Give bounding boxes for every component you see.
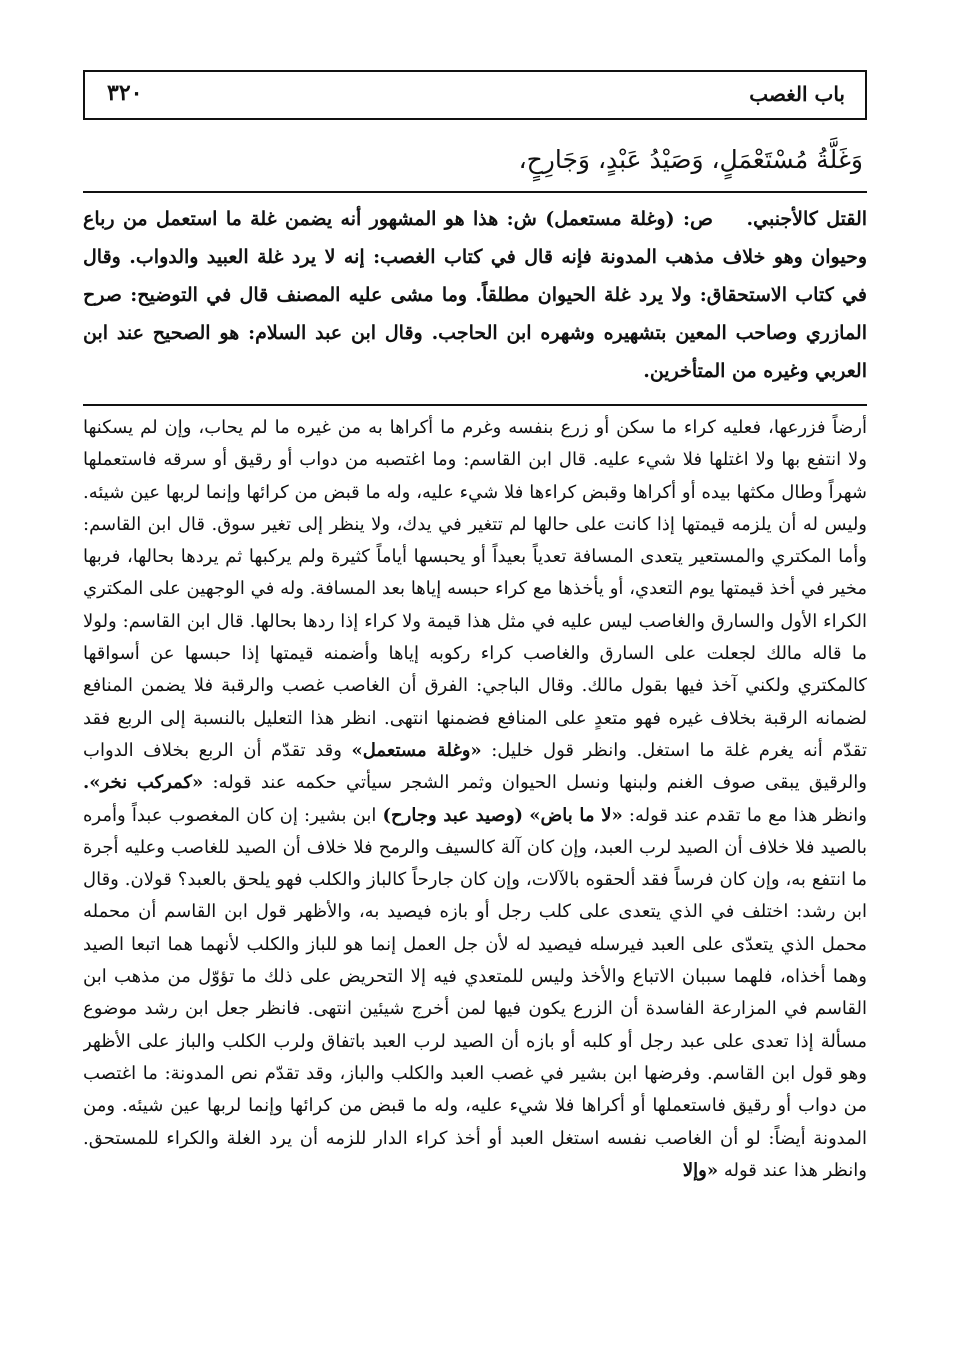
hashiya-quote-3: «لا ما باض»: [529, 804, 623, 826]
hashiya-part-2: وقد تقدّم أن الربع بخلاف الدواب والرقيق يبقى صوف الغنم ولبنها ونسل الحيوان وثمر الشجر سيأتي حكمه عند قوله:: [83, 739, 867, 794]
page-header: [83, 70, 867, 120]
sharh-body: هذا هو المشهور أنه يضمن غلة ما استعمل من رباع وحيوان وهو خلاف مذهب المدونة فإنه قال في كتاب الغصب: إنه لا يرد غلة العبيد والدواب. وقال في كتاب الاستحقاق: ولا يرد غلة الحيوان مطلقاً. وما مشى عليه المصنف قال في التوضيح: صرح المازري وصاحب المعين بتشهيره وشهره ابن الحاجب. وقال ابن عبد السلام: هو الصحيح عند ابن العربي وغيره من المتأخرين.: [83, 208, 867, 382]
hashiya-quote-1: «وغلة مستعمل»: [351, 739, 482, 761]
sharh-sad-label: ص: (وغلة مستعمل) ش:: [506, 208, 713, 230]
hashiya-section: [83, 412, 867, 1352]
hashiya-part-1: أرضاً فزرعها، فعليه كراء ما سكن أو زرع بنفسه وغرم ما أكراها به من غيره ما لم يحاب، وإن لم يسكنها ولا انتفع بها ولا اغتلها فلا شيء عليه. قال ابن القاسم: وما اغتصبه من دواب أو رقيق أو سرقه فاستعملها شهراً وطال مكثها بيده أو أكراها وقبض كراءها فلا شيء عليه، وله ما قبض من كرائها وإنما لربها عين شيئه. وليس له أن يلزمه قيمتها إذا كانت على حالها لم تتغير في يدك، ولا ينظر إلى تغير سوق. قال ابن القاسم: وأما المكتري والمستعير يتعدى المسافة تعدياً بعيداً أو يحبسها أياماً كثيرة ولم يركبها ثم يردها بحالها، فربها مخير في أخذ قيمتها يوم التعدي، أو يأخذها مع كراء حبسه إياها بعد المسافة. وله في الوجهين على المكتري الكراء الأول والسارق والغاصب ليس عليه في مثل هذا قيمة ولا كراء إذا ردها بحالها. قال ابن القاسم: ولولا ما قاله مالك لجعلت على السارق والغاصب كراء ركوبه إياها وأضمنه قيمتها إذا حبسها عن أسواقها كالمكتري ولكني آخذ فيها بقول مالك. وقال الباجي: الفرق أن الغاصب غصب والرقبة فلا يضمن المنافع لضمانه الرقبة بخلاف غيره فهو متعدٍ على المنافع فضمنها انتهى. انظر هذا التعليل بالنسبة إلى الربع فقد تقدّم أنه يغرم غلة ما استغل. وانظر قول خليل:: [83, 417, 867, 761]
matn-divider: [83, 191, 867, 193]
hashiya-quote-5: «وإلا: [682, 1159, 719, 1181]
chapter-title: باب الغصب: [749, 82, 845, 106]
matn-text: وَغَلَّةُ مُسْتَعْمَلٍ، وَصَيْدُ عَبْدٍ، وَجَارِحٍ،: [518, 145, 863, 174]
page-number: ٣٢٠: [107, 80, 143, 106]
sharh-lead: القتل كالأجنبي.: [746, 208, 868, 230]
hashiya-paragraph: [83, 412, 867, 1187]
hashiya-part-4: ابن بشير: إن كان المغصوب عبداً وأمره بالصيد فلا خلاف أن الصيد لرب العبد، وإن كان آلة كالسيف والرمح فلا خلاف أن الصيد للغاصب وعليه أجرة ما انتفع به، وإن كان فرساً فقد ألحقوه بالآلات، وإن كان جارحاً كالباز والكلب فهو يلحق بالعبد؟ قولان. وقال ابن رشد: اختلف في الذي يتعدى على كلب رجل أو بازه فيصيد به، والأظهر قول ابن القاسم أن محمله محمل الذي يتعدّى على العبد فيرسله فيصيد له لأن جل العمل إنما هو للباز والكلب لأنهما هما اتبعا الصيد وهما أخذاه، فلهما سببان الاتباع والأخذ وليس للمتعدي فيه إلا التحريض على ذلك ما تؤوّل من مذهب ابن القاسم في المزارعة الفاسدة أن الزرع يكون فيها لمن أخرج شيئين انتهى. فانظر جعل ابن رشد موضوع مسألة إذا تعدى على عبد رجل أو كلبه أو بازه أن الصيد لرب العبد باتفاق ولرب الكلب والباز على الأظهر وهو قول ابن القاسم. وفرضها ابن بشير في غصب العبد والكلب والباز، وقد تقدّم نص المدونة: ما اغتصب من دواب أو رقيق فاستعملها أو أكراها فلا شيء عليه، وله ما قبض من كرائها وإنما لربها عين شيئه. ومن المدونة أيضاً: لو أن الغاصب نفسه استغل العبد أو أخذ كراء الدار للزمه أن يرد الغلة والكراء للمستحق. وانظر هذا عند قوله: [83, 804, 867, 1181]
hashiya-quote-2: «كمركب نخر».: [83, 772, 204, 794]
sharh-section: [83, 200, 867, 390]
hashiya-part-3: وانظر هذا مع ما تقدم عند قوله:: [628, 804, 867, 826]
sharh-divider: [83, 404, 867, 406]
hashiya-quote-4: (وصيد عبد وجارح): [382, 804, 524, 826]
